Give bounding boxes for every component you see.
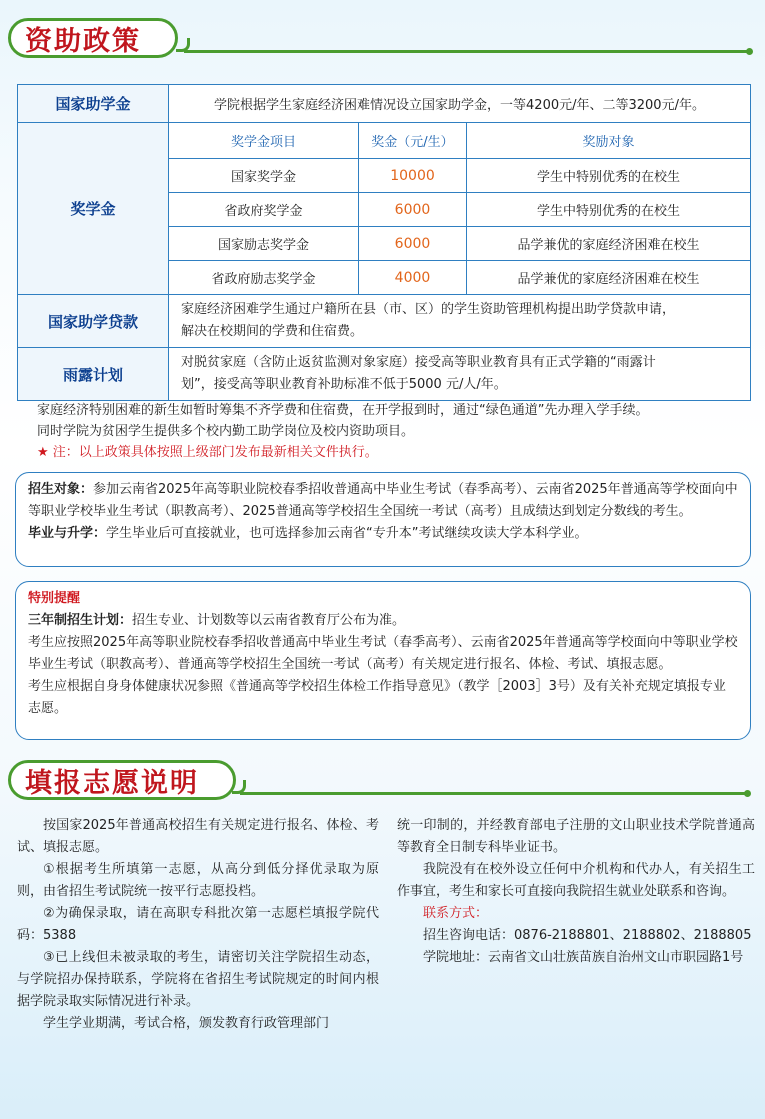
section-header-application — [8, 760, 758, 810]
scholarship-target: 品学兼优的家庭经济困难在校生 — [467, 261, 751, 295]
scholarship-amount: 10000 — [359, 159, 467, 193]
contact-address: 学院地址：云南省文山壮族苗族自治州文山市职园路1号 — [423, 950, 744, 965]
scholarship-amount: 6000 — [359, 227, 467, 261]
left-para: ②为确保录取，请在高职专科批次第一志愿栏填报学院代码：5388 — [17, 906, 379, 943]
note-line: 家庭经济特别困难的新生如暂时筹集不齐学费和住宿费，在开学报到时，通过“绿色通道”先办理入学手续。 — [37, 403, 649, 418]
funding-policy-table — [17, 84, 751, 401]
admission-target-text: 参加云南省2025年高等职业院校春季招收普通高中毕业生考试（春季高考）、云南省2025年普通高等学校面向中等职业学校毕业生考试（职教高考）、2025普通高等学校招生全国统一考试（高考）且成绩达到划定分数线的考生。 — [28, 482, 738, 519]
left-para: 学生学业期满，考试合格，颁发教育行政管理部门 — [43, 1016, 330, 1031]
divider-line — [240, 792, 745, 795]
right-para: 我院没有在校外设立任何中介机构和代办人，有关招生工作事宜，考生和家长可直接向我院招生就业处联系和咨询。 — [397, 862, 755, 899]
loan-desc-line2: 解决在校期间的学费和住宿费。 — [181, 324, 364, 339]
scholarship-amount: 4000 — [359, 261, 467, 295]
loan-desc — [169, 295, 751, 348]
col-header-amount: 奖金（元/生） — [359, 123, 467, 159]
funding-notes — [37, 400, 747, 463]
table-row-yulu — [18, 348, 751, 401]
loan-label: 国家助学贷款 — [18, 295, 169, 348]
scholarship-name: 省政府励志奖学金 — [169, 261, 359, 295]
reminder-para: 考生应按照2025年高等职业院校春季招收普通高中毕业生考试（春季高考）、云南省2025年普通高等学校面向中等职业学校毕业生考试（职教高考）、普通高等学校招生全国统一考试（高考）有关规定进行报名、体检、考试、填报志愿。 — [28, 635, 738, 672]
yulu-desc — [169, 348, 751, 401]
application-left-column — [17, 815, 379, 1035]
contact-phone: 招生咨询电话：0876-2188801、2188802、2188805 — [423, 928, 752, 943]
scholarship-name: 省政府奖学金 — [169, 193, 359, 227]
admission-grad — [28, 523, 738, 545]
yulu-desc-line1: 对脱贫家庭（含防止返贫监测对象家庭）接受高等职业教育具有正式学籍的“雨露计 — [181, 355, 656, 370]
line-end-dot — [744, 790, 751, 797]
admission-box — [15, 472, 751, 567]
reminder-plan-text: 招生专业、计划数等以云南省教育厅公布为准。 — [132, 613, 406, 628]
scholarship-target: 品学兼优的家庭经济困难在校生 — [467, 227, 751, 261]
left-para: ①根据考生所填第一志愿，从高分到低分择优录取为原则，由省招生考试院统一按平行志愿投档。 — [17, 862, 379, 899]
admission-target — [28, 479, 738, 523]
note-warning: ★ 注：以上政策具体按照上级部门发布最新相关文件执行。 — [37, 445, 378, 460]
line-end-dot — [746, 48, 753, 55]
reminder-plan-label: 三年制招生计划： — [28, 613, 133, 628]
scholarship-amount: 6000 — [359, 193, 467, 227]
admission-grad-label: 毕业与升学： — [28, 526, 107, 541]
table-row-grant — [18, 85, 751, 123]
scholarship-target: 学生中特别优秀的在校生 — [467, 159, 751, 193]
contact-title: 联系方式： — [423, 906, 489, 921]
left-para: ③已上线但未被录取的考生，请密切关注学院招生动态，与学院招办保持联系，学院将在省招生考试院规定的时间内根据学院录取实际情况进行补录。 — [17, 950, 379, 1009]
reminder-para: 考生应根据自身身体健康状况参照《普通高等学校招生体检工作指导意见》（教学［2003］3号）及有关补充规定填报专业志愿。 — [28, 679, 726, 716]
scholarship-name: 国家励志奖学金 — [169, 227, 359, 261]
grant-label: 国家助学金 — [18, 85, 169, 123]
yulu-label: 雨露计划 — [18, 348, 169, 401]
section-title: 填报志愿说明 — [25, 767, 199, 799]
reminder-title: 特别提醒 — [28, 591, 81, 606]
col-header-item: 奖学金项目 — [169, 123, 359, 159]
table-row-loan — [18, 295, 751, 348]
section-title-pill — [8, 18, 178, 58]
scholarship-name: 国家奖学金 — [169, 159, 359, 193]
note-line: 同时学院为贫困学生提供多个校内勤工助学岗位及校内资助项目。 — [37, 424, 415, 439]
scholarship-target: 学生中特别优秀的在校生 — [467, 193, 751, 227]
reminder-box — [15, 581, 751, 740]
admission-grad-text: 学生毕业后可直接就业，也可选择参加云南省“专升本”考试继续攻读大学本科学业。 — [106, 526, 588, 541]
admission-target-label: 招生对象： — [28, 482, 94, 497]
section-title-pill — [8, 760, 236, 800]
reminder-plan — [28, 610, 738, 632]
scholarship-label: 奖学金 — [18, 123, 169, 295]
application-right-column — [397, 815, 755, 969]
left-para: 按国家2025年普通高校招生有关规定进行报名、体检、考试、填报志愿。 — [17, 818, 379, 855]
yulu-desc-line2: 划”，接受高等职业教育补助标准不低于5000 元/人/年。 — [181, 377, 507, 392]
table-row-scholarship-header — [18, 123, 751, 159]
loan-desc-line1: 家庭经济困难学生通过户籍所在县（市、区）的学生资助管理机构提出助学贷款申请， — [181, 302, 676, 317]
section-title: 资助政策 — [25, 25, 141, 57]
divider-line — [184, 50, 749, 53]
col-header-target: 奖励对象 — [467, 123, 751, 159]
grant-desc: 学院根据学生家庭经济困难情况设立国家助学金，一等4200元/年、二等3200元/年。 — [169, 85, 751, 123]
right-para: 统一印制的，并经教育部电子注册的文山职业技术学院普通高等教育全日制专科毕业证书。 — [397, 818, 755, 855]
section-header-funding — [8, 18, 758, 68]
